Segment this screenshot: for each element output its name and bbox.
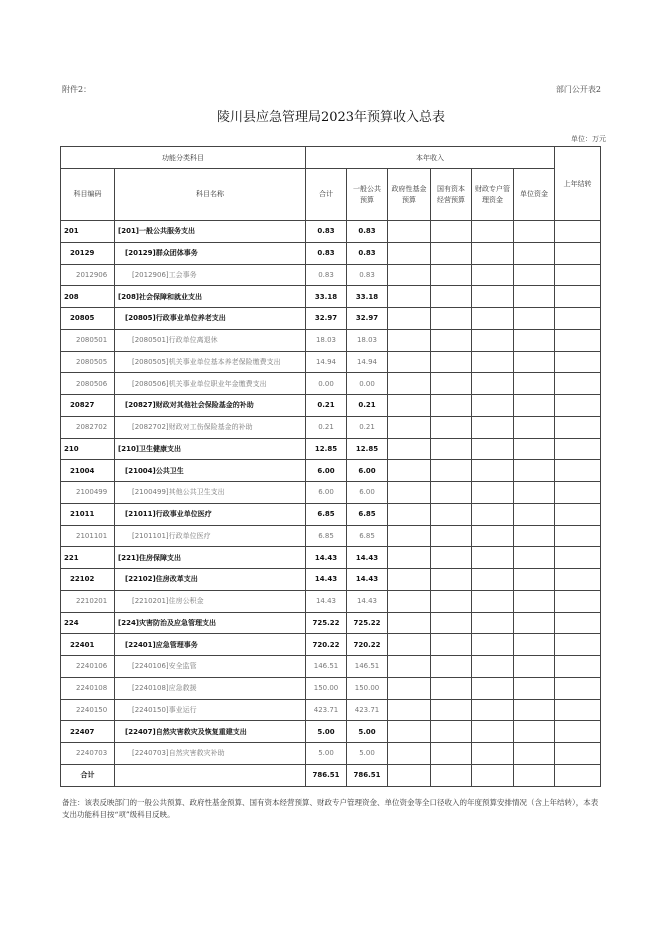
row-gov-fund-cell [388, 482, 431, 504]
row-special-fund-cell [472, 634, 514, 656]
row-total-cell: 0.21 [306, 395, 347, 417]
total-header: 合计 [306, 169, 347, 221]
row-carryover-cell [555, 351, 601, 373]
row-carryover-cell [555, 438, 601, 460]
row-gov-fund-cell [388, 438, 431, 460]
row-special-fund-cell [472, 329, 514, 351]
row-carryover-cell [555, 590, 601, 612]
row-general-budget-cell: 423.71 [347, 699, 388, 721]
row-code-cell: 208 [61, 286, 115, 308]
row-carryover-cell [555, 656, 601, 678]
row-name-cell: [20805]行政事业单位养老支出 [115, 308, 306, 330]
row-carryover-cell [555, 286, 601, 308]
row-unit-fund-cell [514, 286, 555, 308]
table-row [61, 634, 601, 656]
code-header: 科目编码 [61, 169, 115, 221]
row-name-cell: [2080505]机关事业单位基本养老保险缴费支出 [115, 351, 306, 373]
row-unit-fund-cell [514, 656, 555, 678]
row-code-cell: 2080501 [61, 329, 115, 351]
row-name-cell: [208]社会保障和就业支出 [115, 286, 306, 308]
row-general-budget-cell: 5.00 [347, 743, 388, 765]
row-general-budget-cell: 150.00 [347, 677, 388, 699]
row-total-cell: 0.83 [306, 242, 347, 264]
row-total-cell: 0.83 [306, 264, 347, 286]
row-gov-fund-cell [388, 677, 431, 699]
row-carryover-cell [555, 460, 601, 482]
row-total-cell: 0.00 [306, 373, 347, 395]
total-empty-cell [115, 764, 306, 786]
row-total-cell: 14.43 [306, 547, 347, 569]
row-total-cell: 32.97 [306, 308, 347, 330]
row-total-cell: 6.00 [306, 482, 347, 504]
row-general-budget-cell: 0.00 [347, 373, 388, 395]
row-special-fund-cell [472, 612, 514, 634]
row-gov-fund-cell [388, 590, 431, 612]
row-gov-fund-cell [388, 634, 431, 656]
row-total-cell: 150.00 [306, 677, 347, 699]
row-state-capital-cell [431, 351, 472, 373]
unit-label: 单位：万元 [571, 135, 606, 143]
row-unit-fund-cell [514, 547, 555, 569]
row-gov-fund-cell [388, 264, 431, 286]
row-name-cell: [210]卫生健康支出 [115, 438, 306, 460]
table-row [61, 221, 601, 243]
row-unit-fund-cell [514, 395, 555, 417]
row-gov-fund-cell [388, 547, 431, 569]
row-total-cell: 14.43 [306, 590, 347, 612]
row-unit-fund-cell [514, 242, 555, 264]
row-code-cell: 2210201 [61, 590, 115, 612]
row-gov-fund-cell [388, 308, 431, 330]
row-carryover-cell [555, 677, 601, 699]
row-total-cell: 12.85 [306, 438, 347, 460]
table-row [61, 525, 601, 547]
row-code-cell: 2240106 [61, 656, 115, 678]
row-special-fund-cell [472, 482, 514, 504]
row-state-capital-cell [431, 416, 472, 438]
row-code-cell: 2012906 [61, 264, 115, 286]
row-state-capital-cell [431, 677, 472, 699]
row-carryover-cell [555, 743, 601, 765]
row-special-fund-cell [472, 221, 514, 243]
row-unit-fund-cell [514, 460, 555, 482]
name-header: 科目名称 [115, 169, 306, 221]
footnote: 备注：该表反映部门的一般公共预算、政府性基金预算、国有资本经营预算、财政专户管理资金、单位资金等全口径收入的年度预算安排情况（含上年结转），本表支出功能科目按“项”级科目反映。 [62, 798, 599, 819]
row-code-cell: 221 [61, 547, 115, 569]
row-state-capital-cell [431, 286, 472, 308]
row-gov-fund-cell [388, 460, 431, 482]
row-carryover-cell [555, 612, 601, 634]
row-unit-fund-cell [514, 503, 555, 525]
table-row [61, 264, 601, 286]
row-name-cell: [2080506]机关事业单位职业年金缴费支出 [115, 373, 306, 395]
table-row [61, 656, 601, 678]
row-special-fund-cell [472, 569, 514, 591]
row-total-cell: 5.00 [306, 721, 347, 743]
row-state-capital-cell [431, 395, 472, 417]
table-row [61, 547, 601, 569]
row-code-cell: 201 [61, 221, 115, 243]
row-gov-fund-cell [388, 743, 431, 765]
row-code-cell: 210 [61, 438, 115, 460]
row-code-cell: 2101101 [61, 525, 115, 547]
table-row [61, 460, 601, 482]
table-row [61, 569, 601, 591]
table-row [61, 329, 601, 351]
row-state-capital-cell [431, 547, 472, 569]
row-special-fund-cell [472, 547, 514, 569]
row-general-budget-cell: 725.22 [347, 612, 388, 634]
table-row [61, 438, 601, 460]
row-total-cell: 720.22 [306, 634, 347, 656]
row-unit-fund-cell [514, 677, 555, 699]
row-special-fund-cell [472, 438, 514, 460]
row-unit-fund-cell [514, 438, 555, 460]
row-unit-fund-cell [514, 373, 555, 395]
row-code-cell: 224 [61, 612, 115, 634]
row-general-budget-cell: 14.43 [347, 547, 388, 569]
row-gov-fund-cell [388, 699, 431, 721]
row-general-budget-cell: 6.85 [347, 525, 388, 547]
table-row [61, 721, 601, 743]
row-carryover-cell [555, 547, 601, 569]
row-gov-fund-cell [388, 503, 431, 525]
row-unit-fund-cell [514, 329, 555, 351]
row-general-budget-cell: 6.85 [347, 503, 388, 525]
general-budget-header: 一般公共预算 [347, 169, 388, 221]
row-state-capital-cell [431, 242, 472, 264]
row-name-cell: [22407]自然灾害救灾及恢复重建支出 [115, 721, 306, 743]
row-general-budget-cell: 146.51 [347, 656, 388, 678]
table-row [61, 308, 601, 330]
row-total-cell: 6.00 [306, 460, 347, 482]
row-general-budget-cell: 0.83 [347, 242, 388, 264]
row-gov-fund-cell [388, 242, 431, 264]
row-gov-fund-cell [388, 612, 431, 634]
row-state-capital-cell [431, 525, 472, 547]
category-group-header: 功能分类科目 [61, 147, 306, 169]
row-general-budget-cell: 14.43 [347, 590, 388, 612]
row-carryover-cell [555, 395, 601, 417]
row-state-capital-cell [431, 460, 472, 482]
total-label-cell: 合计 [61, 764, 115, 786]
row-special-fund-cell [472, 590, 514, 612]
row-state-capital-cell [431, 634, 472, 656]
row-code-cell: 2082702 [61, 416, 115, 438]
row-special-fund-cell [472, 286, 514, 308]
total-general-budget-cell: 786.51 [347, 764, 388, 786]
row-general-budget-cell: 5.00 [347, 721, 388, 743]
row-special-fund-cell [472, 677, 514, 699]
row-name-cell: [201]一般公共服务支出 [115, 221, 306, 243]
row-code-cell: 22401 [61, 634, 115, 656]
table-row [61, 351, 601, 373]
row-carryover-cell [555, 264, 601, 286]
row-carryover-cell [555, 525, 601, 547]
row-special-fund-cell [472, 308, 514, 330]
row-special-fund-cell [472, 264, 514, 286]
row-name-cell: [20827]财政对其他社会保险基金的补助 [115, 395, 306, 417]
gov-fund-header: 政府性基金预算 [388, 169, 431, 221]
row-code-cell: 21011 [61, 503, 115, 525]
row-state-capital-cell [431, 264, 472, 286]
page-title: 陵川县应急管理局2023年预算收入总表 [216, 110, 446, 125]
table-row [61, 242, 601, 264]
row-total-cell: 6.85 [306, 503, 347, 525]
row-name-cell: [224]灾害防治及应急管理支出 [115, 612, 306, 634]
row-total-cell: 0.21 [306, 416, 347, 438]
row-code-cell: 2080506 [61, 373, 115, 395]
row-total-cell: 33.18 [306, 286, 347, 308]
table-body [61, 221, 601, 787]
row-state-capital-cell [431, 438, 472, 460]
attachment-label: 附件2： [62, 85, 92, 94]
row-gov-fund-cell [388, 656, 431, 678]
row-gov-fund-cell [388, 721, 431, 743]
row-general-budget-cell: 720.22 [347, 634, 388, 656]
row-special-fund-cell [472, 395, 514, 417]
row-state-capital-cell [431, 656, 472, 678]
row-total-cell: 0.83 [306, 221, 347, 243]
row-total-cell: 725.22 [306, 612, 347, 634]
row-carryover-cell [555, 721, 601, 743]
row-special-fund-cell [472, 721, 514, 743]
row-unit-fund-cell [514, 569, 555, 591]
row-code-cell: 2240150 [61, 699, 115, 721]
row-total-cell: 14.43 [306, 569, 347, 591]
row-name-cell: [221]住房保障支出 [115, 547, 306, 569]
row-special-fund-cell [472, 656, 514, 678]
row-carryover-cell [555, 373, 601, 395]
table-row [61, 395, 601, 417]
row-gov-fund-cell [388, 395, 431, 417]
row-state-capital-cell [431, 308, 472, 330]
row-state-capital-cell [431, 329, 472, 351]
row-general-budget-cell: 0.21 [347, 395, 388, 417]
unit-fund-header: 单位资金 [514, 169, 555, 221]
row-special-fund-cell [472, 503, 514, 525]
row-state-capital-cell [431, 569, 472, 591]
form-label: 部门公开表2 [555, 85, 601, 94]
row-carryover-cell [555, 329, 601, 351]
row-state-capital-cell [431, 612, 472, 634]
total-carryover-cell [555, 764, 601, 786]
row-gov-fund-cell [388, 221, 431, 243]
row-name-cell: [2240150]事业运行 [115, 699, 306, 721]
row-code-cell: 22407 [61, 721, 115, 743]
table-row [61, 612, 601, 634]
row-carryover-cell [555, 503, 601, 525]
row-carryover-cell [555, 569, 601, 591]
row-code-cell: 20129 [61, 242, 115, 264]
budget-income-table [60, 146, 601, 787]
row-special-fund-cell [472, 699, 514, 721]
total-gov-fund-cell [388, 764, 431, 786]
row-unit-fund-cell [514, 634, 555, 656]
row-code-cell: 2240108 [61, 677, 115, 699]
row-carryover-cell [555, 634, 601, 656]
row-general-budget-cell: 0.83 [347, 264, 388, 286]
row-general-budget-cell: 0.83 [347, 221, 388, 243]
row-unit-fund-cell [514, 743, 555, 765]
row-carryover-cell [555, 416, 601, 438]
row-carryover-cell [555, 699, 601, 721]
row-unit-fund-cell [514, 416, 555, 438]
table-row [61, 677, 601, 699]
total-row [61, 764, 601, 786]
total-unit-fund-cell [514, 764, 555, 786]
row-gov-fund-cell [388, 286, 431, 308]
row-total-cell: 5.00 [306, 743, 347, 765]
row-gov-fund-cell [388, 351, 431, 373]
row-special-fund-cell [472, 743, 514, 765]
row-unit-fund-cell [514, 590, 555, 612]
total-special-fund-cell [472, 764, 514, 786]
row-name-cell: [20129]群众团体事务 [115, 242, 306, 264]
row-general-budget-cell: 33.18 [347, 286, 388, 308]
row-name-cell: [21004]公共卫生 [115, 460, 306, 482]
table-row [61, 286, 601, 308]
row-total-cell: 6.85 [306, 525, 347, 547]
row-code-cell: 2080505 [61, 351, 115, 373]
row-code-cell: 21004 [61, 460, 115, 482]
row-gov-fund-cell [388, 525, 431, 547]
row-special-fund-cell [472, 460, 514, 482]
row-unit-fund-cell [514, 525, 555, 547]
row-unit-fund-cell [514, 351, 555, 373]
row-unit-fund-cell [514, 308, 555, 330]
special-fund-header: 财政专户管理资金 [472, 169, 514, 221]
table-row [61, 743, 601, 765]
row-general-budget-cell: 12.85 [347, 438, 388, 460]
row-general-budget-cell: 32.97 [347, 308, 388, 330]
row-gov-fund-cell [388, 329, 431, 351]
row-unit-fund-cell [514, 721, 555, 743]
row-code-cell: 20805 [61, 308, 115, 330]
row-unit-fund-cell [514, 264, 555, 286]
table-row [61, 482, 601, 504]
row-special-fund-cell [472, 351, 514, 373]
row-code-cell: 2240703 [61, 743, 115, 765]
row-name-cell: [22401]应急管理事务 [115, 634, 306, 656]
row-state-capital-cell [431, 590, 472, 612]
carryover-header: 上年结转 [555, 147, 601, 221]
table-row [61, 699, 601, 721]
row-name-cell: [2080501]行政单位离退休 [115, 329, 306, 351]
row-gov-fund-cell [388, 416, 431, 438]
row-carryover-cell [555, 308, 601, 330]
row-gov-fund-cell [388, 373, 431, 395]
row-total-cell: 14.94 [306, 351, 347, 373]
row-name-cell: [2240106]安全监管 [115, 656, 306, 678]
row-code-cell: 22102 [61, 569, 115, 591]
row-code-cell: 2100499 [61, 482, 115, 504]
row-unit-fund-cell [514, 612, 555, 634]
row-special-fund-cell [472, 242, 514, 264]
row-gov-fund-cell [388, 569, 431, 591]
row-special-fund-cell [472, 525, 514, 547]
total-state-capital-cell [431, 764, 472, 786]
row-state-capital-cell [431, 503, 472, 525]
row-carryover-cell [555, 221, 601, 243]
table-row [61, 503, 601, 525]
row-special-fund-cell [472, 373, 514, 395]
row-name-cell: [2012906]工会事务 [115, 264, 306, 286]
row-code-cell: 20827 [61, 395, 115, 417]
row-unit-fund-cell [514, 221, 555, 243]
row-name-cell: [2240108]应急救援 [115, 677, 306, 699]
row-name-cell: [2082702]财政对工伤保险基金的补助 [115, 416, 306, 438]
row-state-capital-cell [431, 699, 472, 721]
row-unit-fund-cell [514, 482, 555, 504]
row-special-fund-cell [472, 416, 514, 438]
state-capital-header: 国有资本经营预算 [431, 169, 472, 221]
row-state-capital-cell [431, 221, 472, 243]
row-carryover-cell [555, 242, 601, 264]
row-name-cell: [21011]行政事业单位医疗 [115, 503, 306, 525]
row-state-capital-cell [431, 721, 472, 743]
row-general-budget-cell: 0.21 [347, 416, 388, 438]
row-name-cell: [2100499]其他公共卫生支出 [115, 482, 306, 504]
row-general-budget-cell: 18.03 [347, 329, 388, 351]
row-general-budget-cell: 6.00 [347, 460, 388, 482]
row-name-cell: [22102]住房改革支出 [115, 569, 306, 591]
row-total-cell: 146.51 [306, 656, 347, 678]
row-state-capital-cell [431, 743, 472, 765]
row-general-budget-cell: 6.00 [347, 482, 388, 504]
row-general-budget-cell: 14.43 [347, 569, 388, 591]
current-income-group-header: 本年收入 [306, 147, 555, 169]
row-name-cell: [2101101]行政单位医疗 [115, 525, 306, 547]
row-general-budget-cell: 14.94 [347, 351, 388, 373]
table-row [61, 590, 601, 612]
table-row [61, 416, 601, 438]
total-sum-cell: 786.51 [306, 764, 347, 786]
row-unit-fund-cell [514, 699, 555, 721]
row-total-cell: 18.03 [306, 329, 347, 351]
row-state-capital-cell [431, 482, 472, 504]
row-name-cell: [2210201]住房公积金 [115, 590, 306, 612]
row-name-cell: [2240703]自然灾害救灾补助 [115, 743, 306, 765]
row-carryover-cell [555, 482, 601, 504]
row-state-capital-cell [431, 373, 472, 395]
row-total-cell: 423.71 [306, 699, 347, 721]
table-row [61, 373, 601, 395]
